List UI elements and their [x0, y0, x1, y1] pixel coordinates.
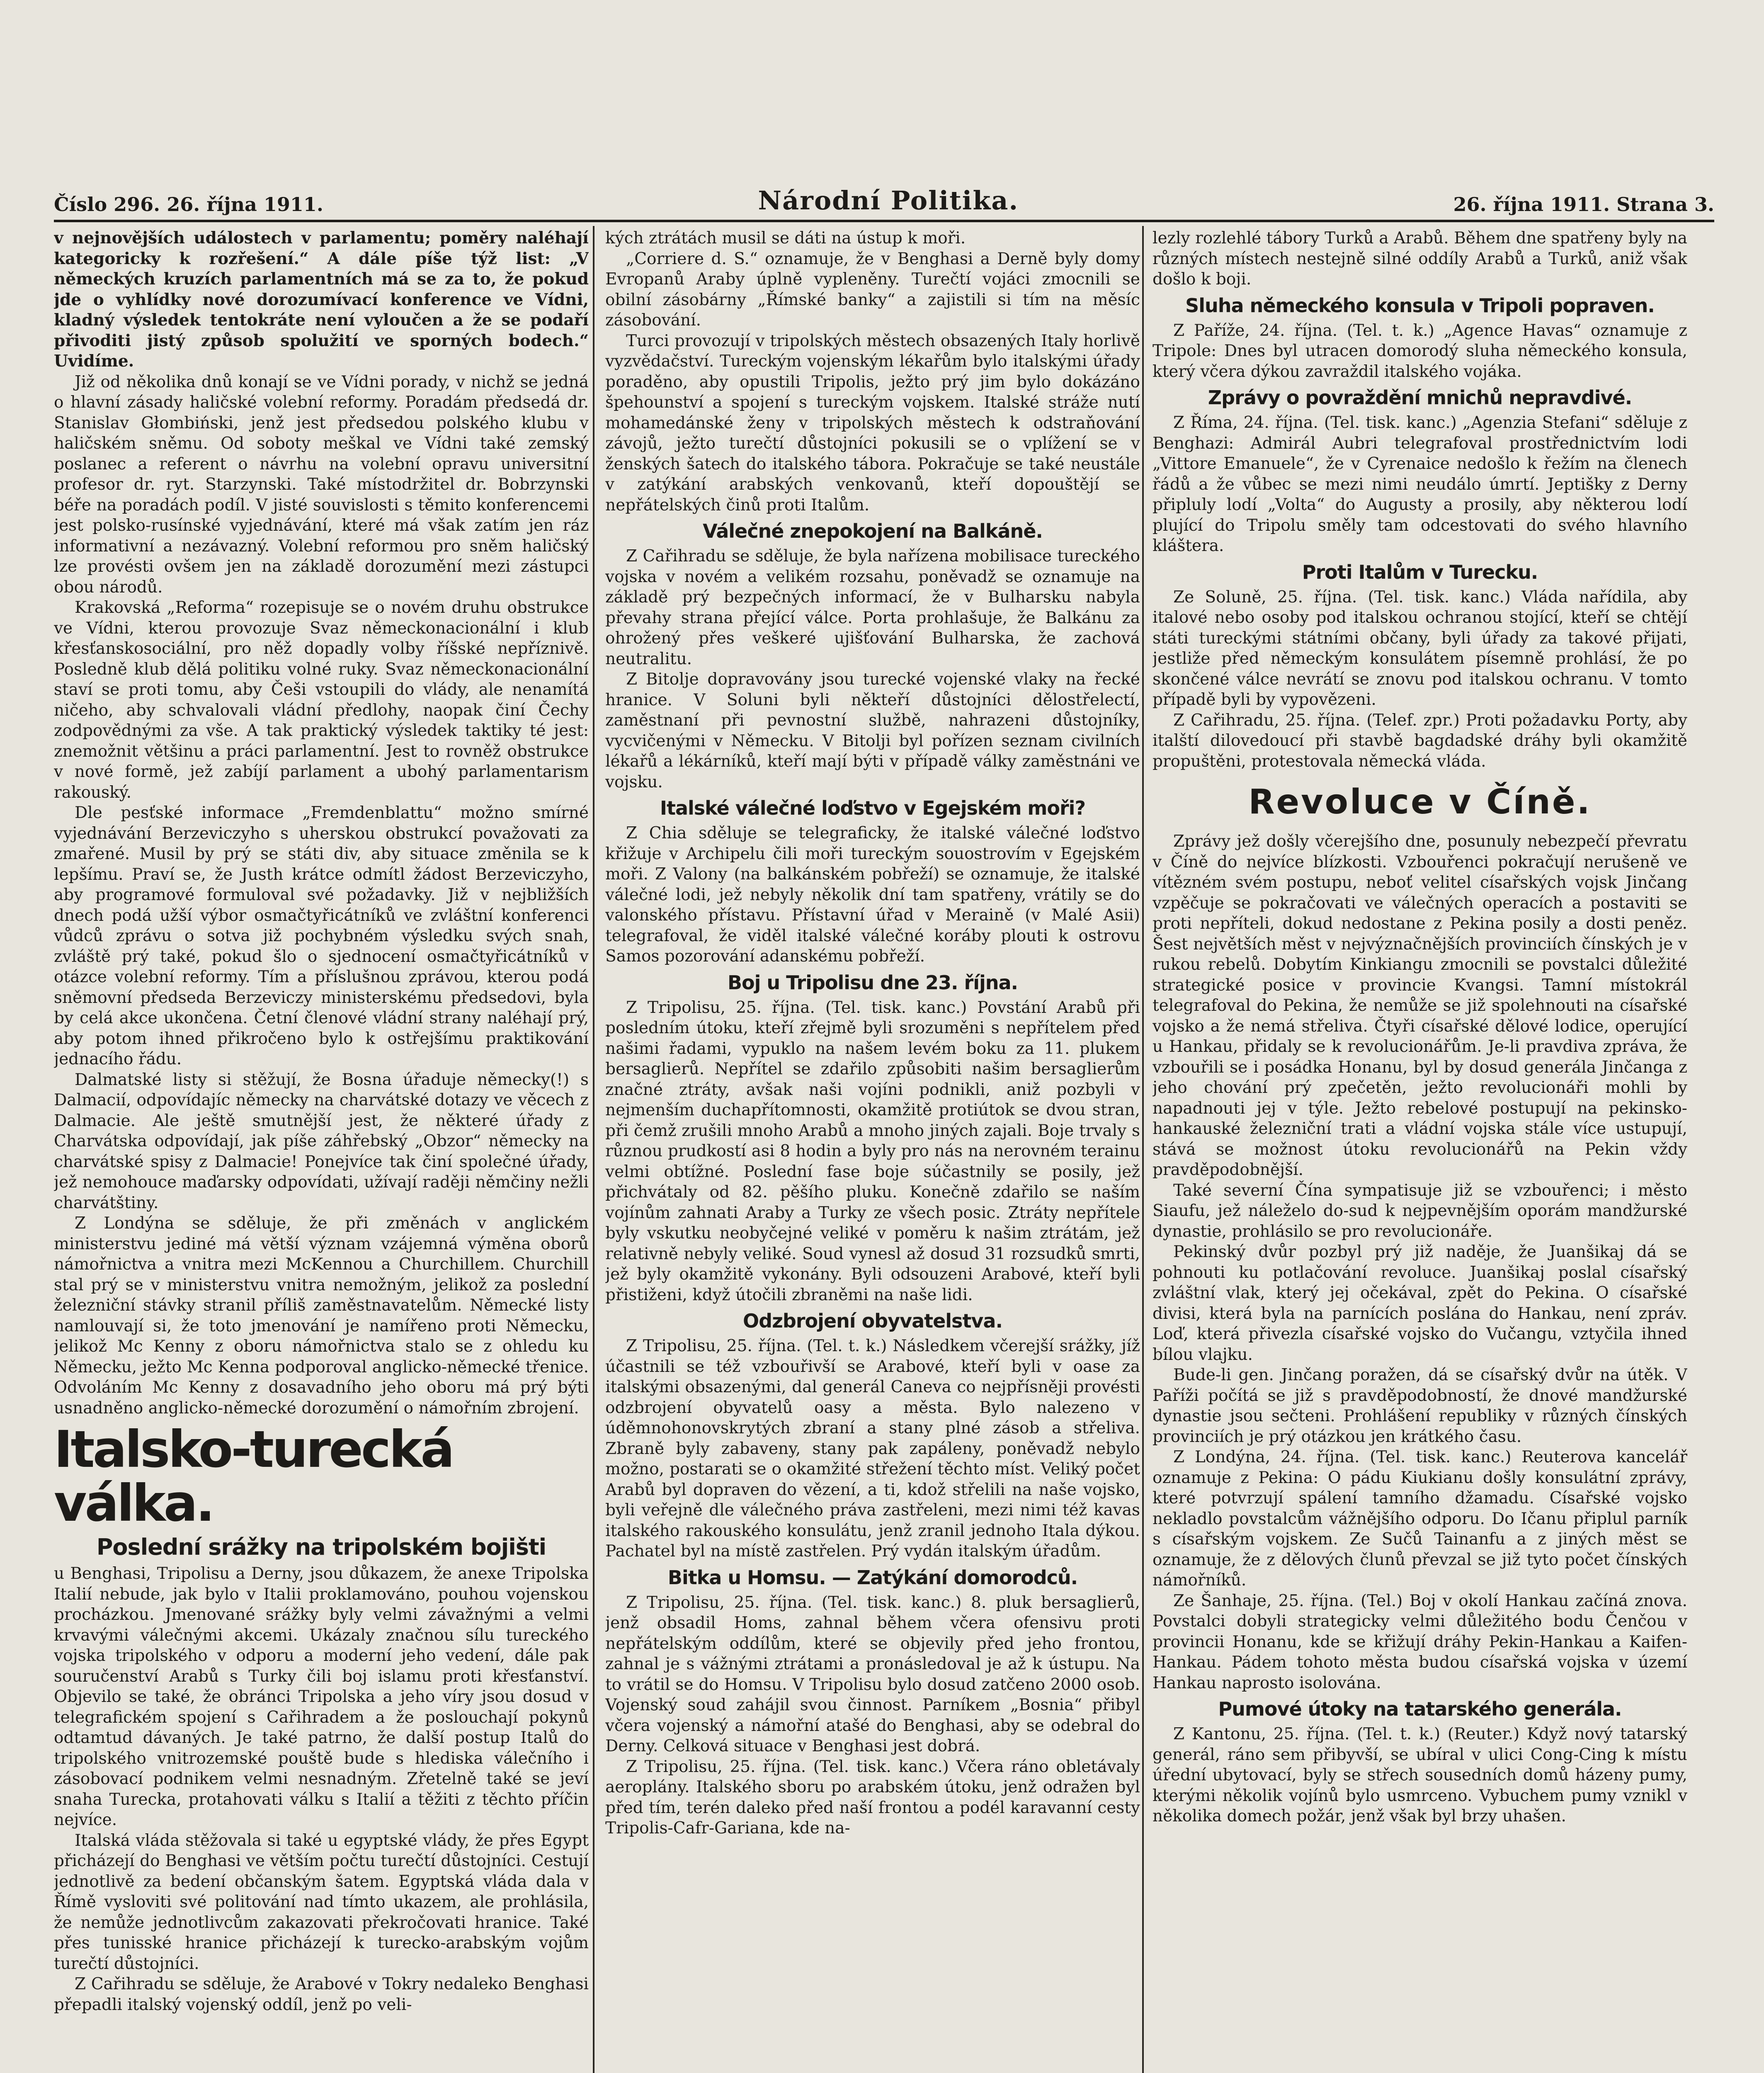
paragraph: Z Tripolisu, 25. října. (Tel. tisk. kanc.) Včera ráno obletávaly aeroplány. Italského sboru po arabském útoku, jenž odražen byl před tím, terén daleko před naší frontou a podél karavanní cesty Tripolis-Cafr-Gariana, kde na-: [605, 1757, 1140, 1838]
paragraph: u Benghasi, Tripolisu a Derny, jsou důkazem, že anexe Tripolska Italií nebude, jak bylo v Italii proklamováno, pouhou vojenskou procházkou. Jmenované srážky byly velmi závažnými a velmi krvavými válečnými akcemi. Ukázaly značnou sílu tureckého vojska tripolského v odporu a moderní jeho vedení, dále pak souručenství Arabů s Turky čili boj islamu proti křesťanství. Objevilo se také, že obránci Tripolska a jeho víry jsou dosud v telegrafickém spojení s Cařihradem a že poslouchají pokynů odtamtud dávaných. Je také patrno, že další postup Italů do tripolského vnitrozemské pouště bude s hlediska válečního i zásobovací podnikem velmi nesnadným. Zřetelně také se jeví snaha Turecka, protahovati válku s Italií a těžiti z těchto příčin nejvíce.: [54, 1564, 589, 1829]
article-title: Poslední srážky na tripolském bojišti: [96, 1534, 546, 1560]
paragraph: „Corriere d. S.“ oznamuje, že v Benghasi a Derně byly domy Evropanů Araby úplně vypleněny. Turečtí vojáci zmocnili se obilní zásobárny „Římské banky“ a zajistili si tím na měsíc zásobování.: [605, 249, 1140, 330]
paragraph: Také severní Čína sympatisuje již se vzbouřenci; i město Siaufu, jež náleželo do-sud k nejpevnějším oporám mandžurské dynastie, prohlásilo se pro revolucionáře.: [1153, 1181, 1687, 1241]
header-rule: [54, 220, 1714, 222]
paragraph: Z Cařihradu se sděluje, že Arabové v Tokry nedaleko Benghasi přepadli italský vojenský oddíl, jenž po veli-: [54, 1975, 589, 2014]
section-headline: Revoluce v Číně.: [1248, 782, 1592, 822]
paragraph: Z Londýna se sděluje, že při změnách v anglickém ministerstvu jediné má větší význam vzájemná výměna oborů námořnictva a vnitra mezi McKennou a Churchillem. Churchill stal prý se v ministerstvu vnitra nemožným, jelikož za poslední železniční stávky stranil příliš zaměstnavatelům. Německé listy namlouvají si, že toto jmenování je namířeno proti Německu, jelikož Mc Kenny z oboru námořnictva stalo se z ohledu ku Německu, ježto Mc Kenna podporoval anglicko-německé třenice. Odvoláním Mc Kenny z dosavadního jeho oboru má prý býti usnadněno anglicko-německé dorozumění o námořním zbrojení.: [54, 1214, 589, 1418]
paragraph: Již od několika dnů konají se ve Vídni porady, v nichž se jedná o hlavní zásady haličské volební reformy. Poradám předsedá dr. Stanislav Głombiński, jenž jest předsedou polského klubu v haličském sněmu. Od soboty meškal ve Vídni také zemský poslanec a referent o návrhu na volební opravu universitní profesor dr. ryt. Starzynski. Také místodržitel dr. Bobrzynski béře na poradách podíl. V jisté souvislosti s těmito konferencemi jest polsko-rusínské vyjednávání, které má však zatím jen ráz informativní a nezávazný. Volební reformou pro sněm haličský lze provésti ovšem jen na základě dorozumění mezi zástupci obou národů.: [54, 372, 589, 597]
paragraph: Z Tripolisu, 25. října. (Tel. tisk. kanc.) 8. pluk bersaglierů, jenž obsadil Homs, zahnal během včera ofensivu proti nepřátelským oddílům, které se objevily před jeho frontou, zahnal je s vážnými ztrátami a pronásledoval je až k ústupu. Na to vrátil se do Homsu. V Tripolisu bylo dosud zatčeno 2000 osob. Vojenský soud zahájil svou činnost. Parníkem „Bosnia“ přibyl včera vojenský a námořní atašé do Benghasi, aby se odebral do Derny. Celková situace v Benghasi jest dobrá.: [605, 1593, 1140, 1755]
paragraph: Dalmatské listy si stěžují, že Bosna úřaduje německy(!) s Dalmacií, odpovídajíc německy na charvátské dotazy ve věcech z Dalmacie. Ale ještě smutnější jest, že některé úřady z Charvátska odpovídají, jak píše záhřebský „Obzor“ německy na charvátské spisy z Dalmacie! Ponejvíce tak činí společné úřady, jež nemohouce maďarsky odpovídati, užívají raději němčiny nežli charvátštiny.: [54, 1070, 589, 1212]
article-title: Válečné znepokojení na Balkáně.: [703, 520, 1043, 542]
paragraph: Dle pesťské informace „Fremdenblattu“ možno smírné vyjednávání Berzeviczyho s uherskou obstrukcí považovati za zmařené. Musil by prý se státi div, aby situace změnila se k lepšímu. Praví se, že Justh krátce odmítl žádost Berzeviczyho, aby programové formuloval své požadavky. Již v nejbližších dnech podá užší výbor osmačtyřicátníků ve zvláštní konferenci vůdců zprávu o sotva již pochybném výsledku svých snah, zvláště prý také, pokud šlo o sjednocení osmačtyřicátníků v otázce volební reformy. Tím a příslušnou zprávou, kterou podá sněmovní předseda Berzeviczy ministerskému předsedovi, byla by celá akce ukončena. Četní členové vládní strany naléhají prý, aby potom ihned přikročeno bylo k ostřejšímu praktikování jednacího řádu.: [54, 803, 589, 1068]
article-title: Odzbrojení obyvatelstva.: [743, 1310, 1002, 1332]
paragraph: Z Chia sděluje se telegraficky, že italské válečné loďstvo křižuje v Archipelu čili moři tureckým souostrovím v Egejském moři. Z Valony (na balkánském pobřeží) se oznamuje, že italské válečné lodi, jež nebyly několik dní tam spatřeny, vrátily se do valonského přístavu. Přístavní úřad v Meraině (v Malé Asii) telegrafoval, že viděl italské válečné koráby plouti k ostrovu Samos pozorování adanskému pobřeží.: [605, 824, 1140, 966]
paragraph: Bude-li gen. Jinčang poražen, dá se císařský dvůr na útěk. V Paříži počítá se již s pravděpodobností, že dnové mandžurské dynastie jsou sečteni. Prohlášení republiky v různých čínských provinciích je prý otázkou jen krátkého času.: [1153, 1366, 1687, 1446]
paragraph: Z Londýna, 24. října. (Tel. tisk. kanc.) Reuterova kancelář oznamuje z Pekina: O pádu Kiukianu došly konsulátní zprávy, které potvrzují spálení tamního džamadu. Císařské vojsko nekladlo povstalcům vážnějšího odporu. Do Ičanu připlul parník s císařským vojskem. Ze Sučů Tainanfu a z jiných měst se oznamuje, že z dělových člunů převzal se již tyto počet čínských námořníků.: [1153, 1448, 1687, 1590]
article-title: Sluha německého konsula v Tripoli popraven.: [1185, 294, 1655, 317]
paragraph: kých ztrátách musil se dáti na ústup k moři.: [605, 229, 966, 248]
page-header: [54, 182, 1714, 216]
article-title: Boj u Tripolisu dne 23. října.: [727, 971, 1018, 994]
paragraph: v nejnovějších událostech v parlamentu; poměry naléhají kategoricky k rozřešení.“ A dále píše týž list: „V německých kruzích parlamentních má se za to, že pokud jde o vyhlídky nové dorozumívací konference ve Vídni, kladný výsledek tentokráte není vyloučen a že se podaří přivoditi jistý způsob spolužití ve sporných bodech.“ Uvidíme.: [54, 228, 589, 371]
paragraph: lezly rozlehlé tábory Turků a Arabů. Během dne spatřeny byly na různých místech nestejně silné oddíly Arabů a Turků, aniž však došlo k boji.: [1153, 229, 1687, 289]
paragraph: Z Bitolje dopravovány jsou turecké vojenské vlaky na řecké hranice. V Soluni byli někteří důstojníci dělostřelectí, zaměstnaní při pevnostní službě, nahrazeni důstojníky, vycvičenými v Německu. V Bitolji byl pořízen seznam civilních lékařů a lékárníků, kteří mají býti v případě války zaměstnáni ve vojsku.: [605, 670, 1140, 791]
paragraph: Z Paříže, 24. října. (Tel. t. k.) „Agence Havas“ oznamuje z Tripole: Dnes byl utracen domorodý sluha německého konsula, který včera dýkou zavraždil italského vojáka.: [1153, 321, 1687, 381]
page-info: 26. října 1911. Strana 3.: [1453, 193, 1714, 216]
paragraph: Z Tripolisu, 25. října. (Tel. t. k.) Následkem včerejší srážky, jíž účastnili se též vzbouřivší se Arabové, kteří byli v oase za italskými obsazenými, dal generál Caneva co nejpřísněji provésti odzbrojení obyvatelů oasy a města. Bylo nalezeno v úděmnohonovskrytých zbraní a stany plné zásob a střeliva. Zbraně byly zabaveny, stany pak zapáleny, poněvadž nebylo možno, postarati se o okamžité střežení těchto míst. Veliký počet Arabů byl dopraven do vězení, a ti, kdož střelili na naše vojsko, byli veřejně dle válečného práva zastřeleni, mezi nimi též kavas italského rakouského konsulátu, jenž zranil jednoho Itala dýkou. Pachatel byl na místě zastřelen. Prý vydán italským úřadům.: [605, 1337, 1140, 1561]
paragraph: Turci provozují v tripolských městech obsazených Italy horlivě vyzvědačství. Tureckým vojenským lékařům bylo italskými úřady poraděno, aby opustili Tripolis, ježto prý jim bylo dokázáno špehounství a spojení s tureckým vojskem. Italské stráže nutí mohamedánské ženy v tripolských městech k odstraňování závojů, ježto turečtí důstojníci pokusili se o vplížení se v ženských šatech do italského tábora. Pokračuje se také neustále v zatýkání arabských venkovanů, kteří dopouštějí se nepřátelských činů proti Italům.: [605, 331, 1140, 515]
paragraph: Z Cařihradu, 25. října. (Telef. zpr.) Proti požadavku Porty, aby italští dilovedoucí při stavbě bagdadské dráhy byli okamžitě propuštěni, protestovala německá vláda.: [1153, 711, 1687, 771]
paragraph: Z Říma, 24. října. (Tel. tisk. kanc.) „Agenzia Stefani“ sděluje z Benghazi: Admirál Aubri telegrafoval prostřednictvím lodi „Vittore Emanuele“, že v Cyrenaice nedošlo k řežím na členech řádů a že vůbec se mezi nimi neudálo úmrtí. Jeptišky z Derny připluly lodí „Volta“ do Augusty a prosily, aby některou lodí plující do Tripolu směly tam odcestovati do svého hlavního kláštera.: [1153, 413, 1687, 555]
paragraph: Krakovská „Reforma“ rozepisuje se o novém druhu obstrukce ve Vídni, kterou provozuje Svaz německonacionální i klub křesťanskosociální, pro něž dopadly volby říšské nepříznivě. Posledně klub dělá politiku volné ruky. Svaz německonacionální staví se proti tomu, aby Češi vstoupili do vlády, ale nenamítá ničeho, aby schvalovali vládní předlohy, naopak činí Čechy zodpovědnými za vše. A tak praktický výsledek taktiky té jest: znemožnit většinu a práci parlamentní. Jest to rovněž obstrukce v nové formě, jež zabíjí parlament a ubohý parlamentarism rakouský.: [54, 598, 589, 802]
paragraph: Z Tripolisu, 25. října. (Tel. tisk. kanc.) Povstání Arabů při posledním útoku, kteří zřejmě byli srozuměni s nepřítelem před našimi řadami, vypuklo na našem levém boku za 11. plukem bersaglierů. Nepřítel se zdařilo způsobiti našim bersaglierům značné ztráty, avšak naši vojíni podnikli, aniž pozbyli v nejmenším duchapřítomnosti, okamžitě protiútok se dvou stran, při čemž zrušili mnoho Arabů a mnoho jiných zajali. Boje trvaly s různou prudkostí asi 8 hodin a byly pro nás na nerovném terainu velmi obtížné. Poslední fase boje súčastnily se posily, jež přichvátaly od 82. pěšího pluku. Konečně zdařilo se naším vojínům zahnati Araby a Turky ze všech posic. Ztráty nepřítele byly vskutku neobyčejné veliké v poměru k našim ztrátám, jež relativně nebyly veliké. Soud vynesl až dosud 31 rozsudků smrti, jež byly okamžitě vykonány. Byli odsouzeni Arabové, kteří byli přistiženi, když útočili zbraněmi na naše lidi.: [605, 998, 1140, 1304]
masthead: Národní Politika.: [758, 185, 1019, 216]
paragraph: Z Cařihradu se sděluje, že byla nařízena mobilisace tureckého vojska v novém a velikém rozsahu, poněvadž se oznamuje na základě prý bezpečných informací, že v Bulharsku nabyla převahy strana přející válce. Porta prohlašuje, že Balkánu za ohrožený přes veškeré ujišťování Bulharska, že zachová neutralitu.: [605, 547, 1140, 668]
paragraph: Ze Soluně, 25. října. (Tel. tisk. kanc.) Vláda nařídila, aby italové nebo osoby pod italskou ochranou stojící, kteří se chtějí státi tureckými státními občany, byli úřady za takové přijati, jestliže před německým konsulátem písemně prohlásí, že po skončené válce nevrátí se znovu pod italskou ochranu. V tomto případě byli by vypovězeni.: [1153, 587, 1687, 709]
issue-info: Číslo 296. 26. října 1911.: [54, 193, 323, 216]
paragraph: Ze Šanhaje, 25. října. (Tel.) Boj v okolí Hankau začíná znova. Povstalci dobyli strategicky velmi důležitého bodu Čenčou v provincii Honanu, kde se křižují dráhy Pekin-Hankau a Kaifen-Hankau. Pádem tohoto města budou císařská vojska v území Hankau naprosto isolována.: [1153, 1591, 1687, 1692]
paragraph: Italská vláda stěžovala si také u egyptské vlády, že přes Egypt přicházejí do Benghasi ve větším počtu turečtí důstojníci. Cestují jednotlivě za bedení občanským šatem. Egyptská vláda dala v Římě vysloviti své politování nad tímto ukazem, ale prohlásila, že nemůže jednotlivcům zakazovati překročovati hranice. Také přes tunisské hranice přicházejí k turecko-arabským vojům turečtí důstojníci.: [54, 1831, 589, 1973]
column-divider: [593, 226, 594, 2073]
paragraph: Zprávy jež došly včerejšího dne, posunuly nebezpečí převratu v Číně do nejvíce blízkosti. Vzbouřenci pokračují nerušeně ve vítězném svém postupu, neboť velitel císařských vojsk Jinčang vzpěčuje se pokračovati ve válečných operacích a postaviti se proti nepříteli, dokud nedostane z Pekina posily a dosti peněz. Šest největších měst v nejvýznačnějších provinciích čínských je v rukou rebelů. Dobytím Kinkiangu zmocnili se povstalci důležité strategické posice v provincie Kvangsi. Tamní místokrál telegrafoval do Pekina, že nemůže se již spolehnouti na císařské vojsko a že nemá střeliva. Čtyři císařské dělové lodice, operující u Hankau, přidaly se k revolucionářům. Je-li pravdiva zpráva, že vzbouřili se i posádka Honanu, byl by dosud generála Jinčanga z jeho chování prý zpečetěn, ježto revolucionáři mohli by napadnouti jej v týle. Ježto rebelové postupují na pekinsko-hankauské železniční trati a vládní vojska stále více ustupují, stává se možnost útoku revolucionářů na Pekin vždy pravděpodobnější.: [1153, 832, 1687, 1179]
article-title: Italské válečné loďstvo v Egejském moři?: [660, 797, 1086, 819]
column-2: [605, 228, 1140, 2073]
article-title: Proti Italům v Turecku.: [1302, 561, 1538, 583]
article-title: Pumové útoky na tatarského generála.: [1218, 1698, 1622, 1720]
article-title: Zprávy o povraždění mnichů nepravdivé.: [1208, 386, 1632, 409]
column-divider: [1142, 226, 1144, 2073]
column-1: [54, 228, 589, 2073]
paragraph: Pekinský dvůr pozbyl prý již naděje, že Juanšikaj dá se pohnouti ku potlačování revoluce. Juanšikaj poslal císařský zvláštní vlak, který jej očekával, zpět do Pekina. O císařské divisi, která byla na parnících poslána do Hankau, není zpráv. Loď, která přivezla císařské vojsko do Vučangu, vztyčila ihned bílou vlajku.: [1153, 1243, 1687, 1364]
article-title: Bitka u Homsu. — Zatýkání domorodců.: [667, 1566, 1078, 1589]
section-headline: Italsko-turecká válka.: [54, 1420, 453, 1533]
column-3: [1153, 228, 1687, 2073]
paragraph: Z Kantonu, 25. října. (Tel. t. k.) (Reuter.) Když nový tatarský generál, ráno sem přibyvší, se ubíral v ulici Cong-Cing k místu úřední ubytovací, byly se střech sousedních domů házeny pumy, kterými několik vojínů bylo usmrceno. Vybuchem pumy vznikl v několika domech požár, jenž však byl brzy uhašen.: [1153, 1725, 1687, 1825]
